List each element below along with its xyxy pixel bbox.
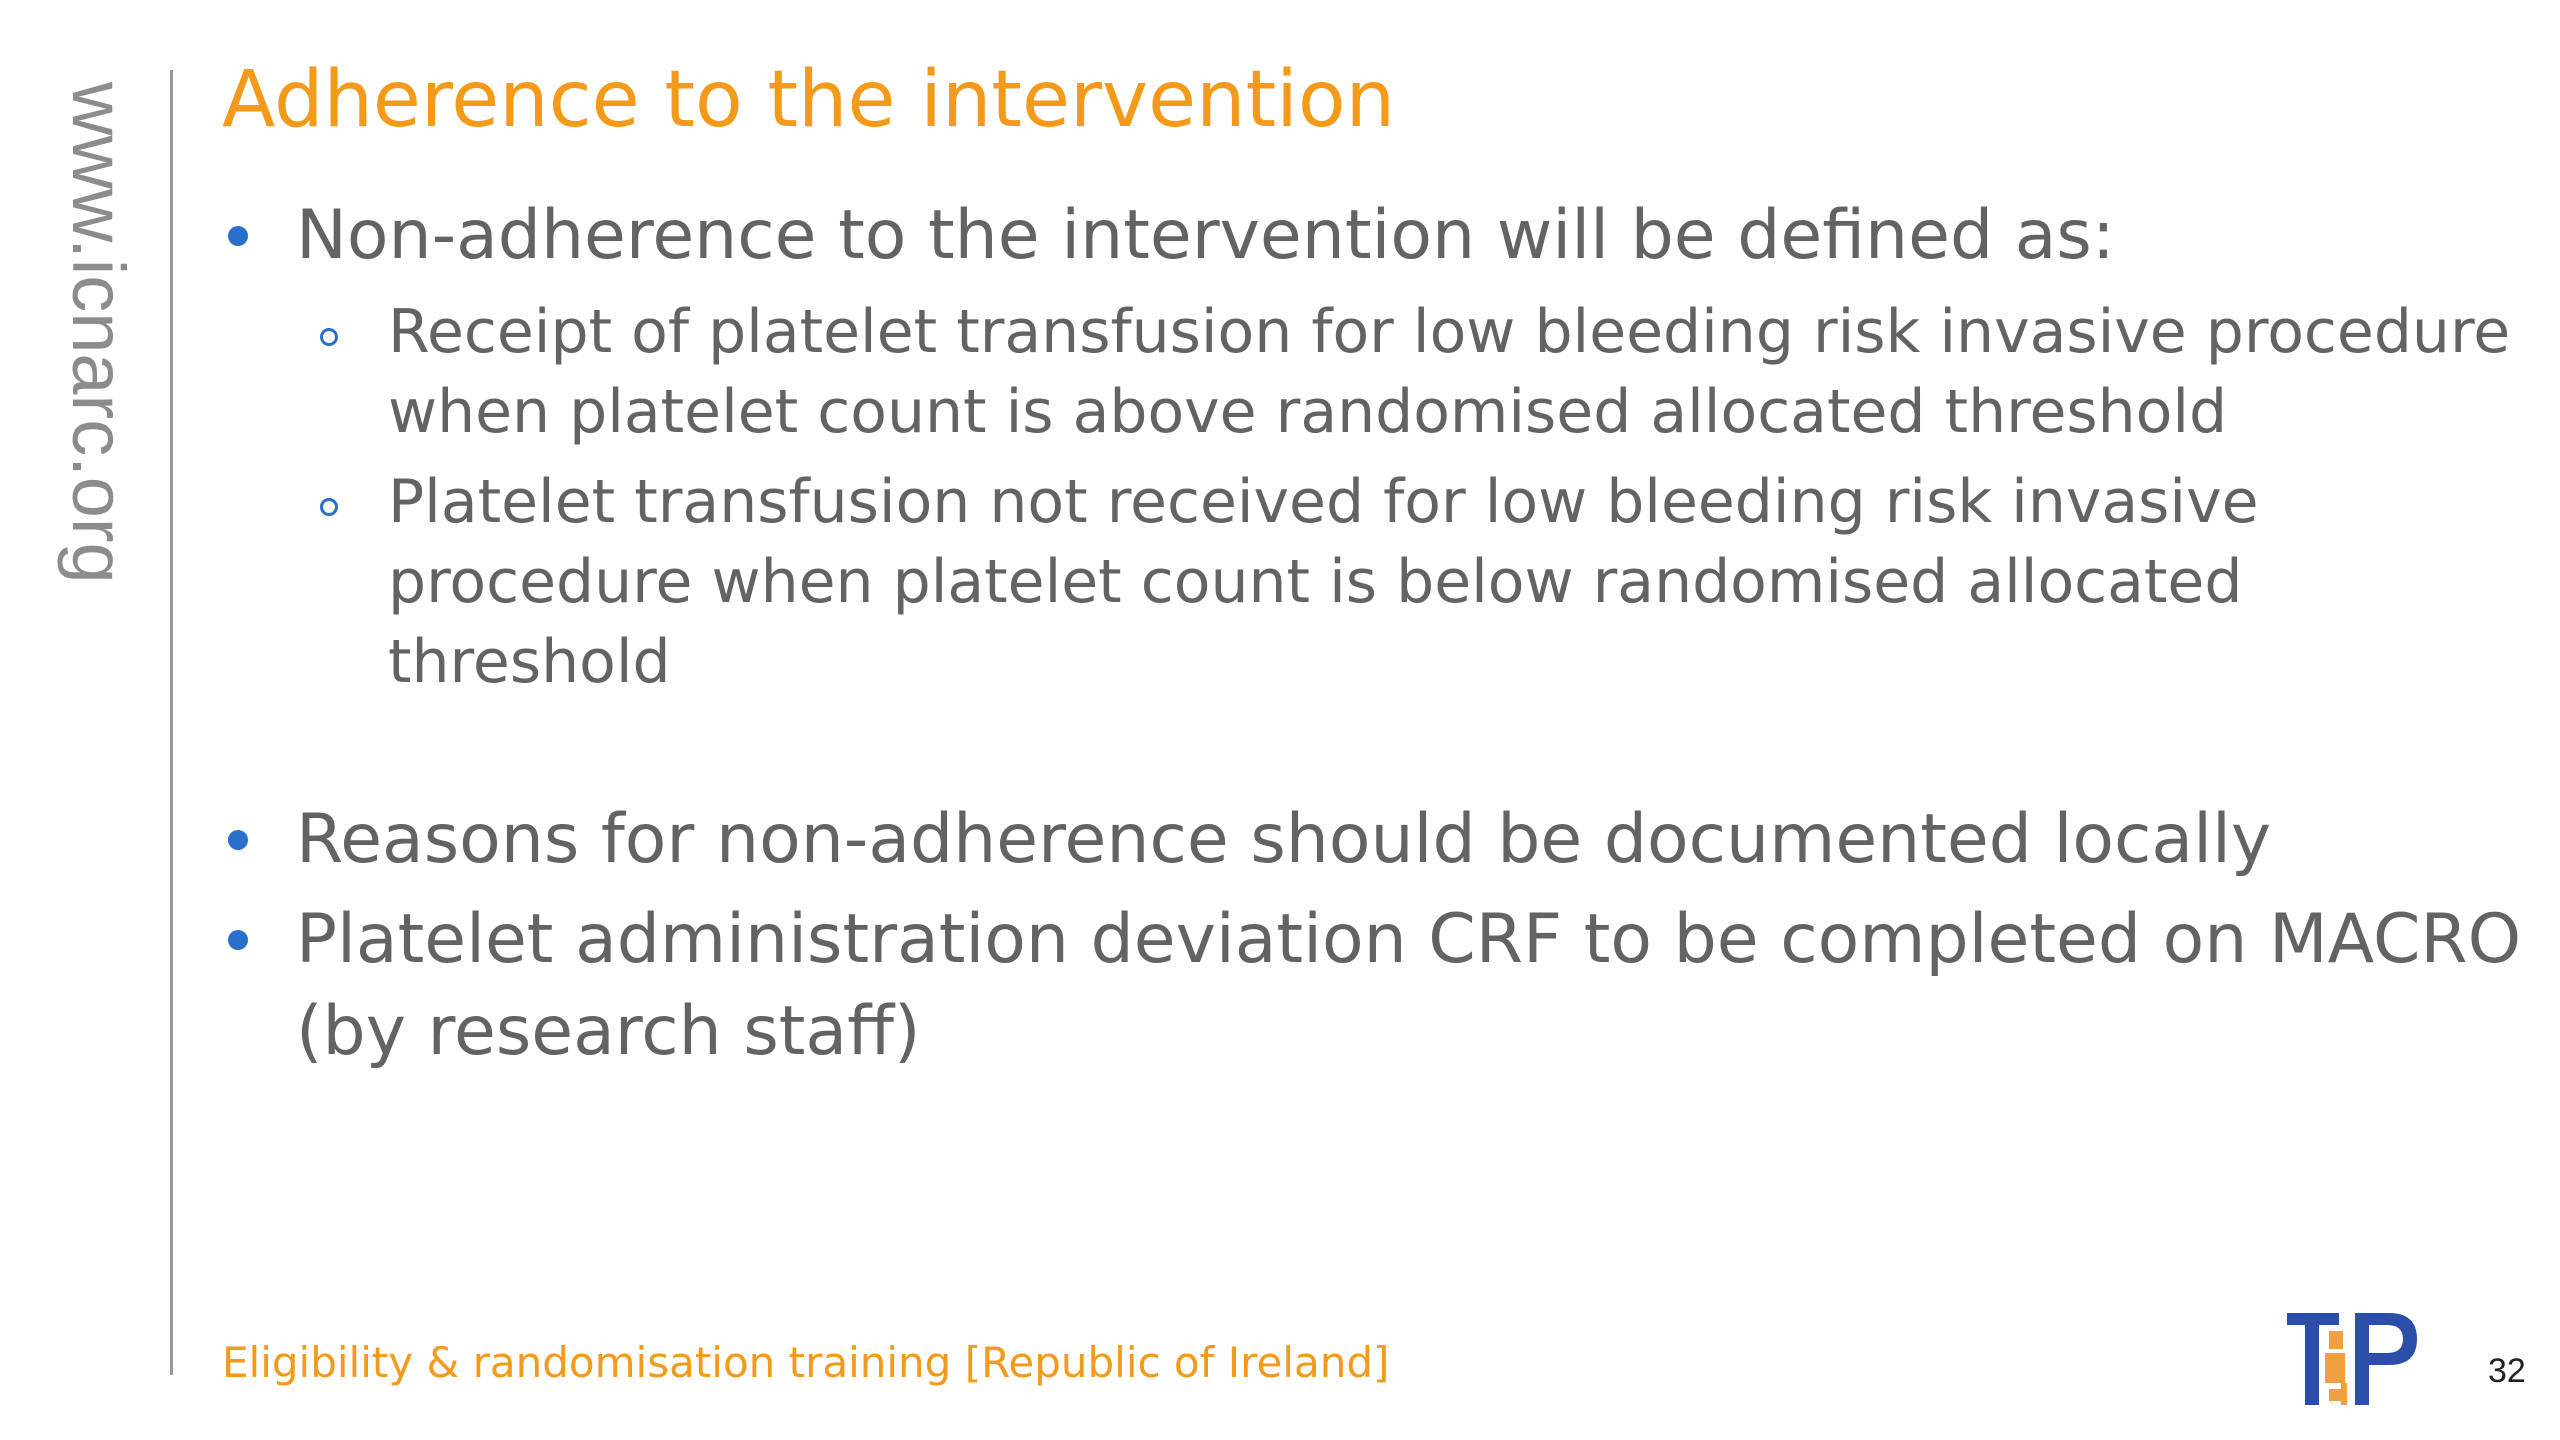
sub-bullet-text: Platelet transfusion not received for low bleeding risk invasive procedure when platelet count is below randomised allocated threshold xyxy=(388,467,2259,697)
logo-accent-body xyxy=(2325,1353,2345,1383)
spacer xyxy=(222,702,2542,794)
bullet-text: Platelet administration deviation CRF to be completed on MACRO (by research staff) xyxy=(296,900,2522,1071)
logo-p-stem xyxy=(2355,1313,2369,1405)
slide-title: Adherence to the intervention xyxy=(222,55,1396,145)
page-number: 32 xyxy=(2488,1352,2526,1390)
bullet-item xyxy=(222,190,2542,282)
t4p-logo xyxy=(2285,1305,2425,1415)
vertical-divider xyxy=(170,70,173,1375)
bullet-text: Reasons for non-adherence should be documented locally xyxy=(296,800,2272,879)
bullet-text: Non-adherence to the intervention will be defined as: xyxy=(296,196,2115,275)
logo-t-stem xyxy=(2305,1313,2319,1405)
footer-text: Eligibility & randomisation training [Republic of Ireland] xyxy=(222,1338,1390,1387)
sub-bullet-item xyxy=(318,462,2542,702)
bullet-item xyxy=(222,894,2542,1078)
sub-bullet-item xyxy=(318,292,2542,452)
logo-accent-top xyxy=(2329,1331,2343,1349)
side-url-text: www.icnarc.org xyxy=(57,82,140,584)
logo-four-glyph xyxy=(2329,1383,2347,1405)
bullet-ring-icon xyxy=(320,328,338,346)
logo-p-bowl xyxy=(2369,1313,2417,1365)
bullet-dot-icon xyxy=(228,830,248,850)
slide-body xyxy=(222,190,2542,1078)
bullet-dot-icon xyxy=(228,930,248,950)
bullet-ring-icon xyxy=(320,498,338,516)
bullet-item xyxy=(222,794,2542,886)
bullet-dot-icon xyxy=(228,226,248,246)
sub-bullet-text: Receipt of platelet transfusion for low bleeding risk invasive procedure when platelet count is above randomised allocated threshold xyxy=(388,297,2511,447)
